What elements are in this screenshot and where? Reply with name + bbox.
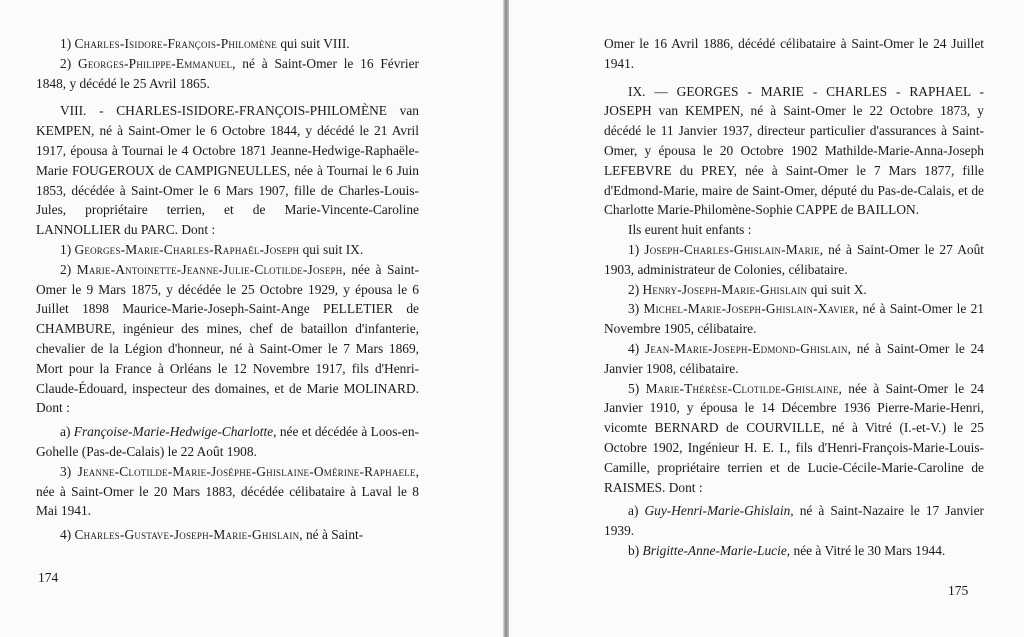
paragraph: 4) Jean-Marie-Joseph-Edmond-Ghislain, né à Saint-Omer le 24 Janvier 1908, célibataire. [604, 340, 984, 376]
paragraph: 1) Joseph-Charles-Ghislain-Marie, né à Saint-Omer le 27 Août 1903, administrateur de Colonies, célibataire. [604, 241, 984, 277]
paragraph: 3) Jeanne-Clotilde-Marie-Joséphe-Ghislaine-Omérine-Raphaele, née à Saint-Omer le 20 Mars 1883, décédée célibataire à Laval le 8 Mai 1941. [36, 463, 419, 519]
left-page-text [36, 34, 419, 545]
paragraph: a) Françoise-Marie-Hedwige-Charlotte, née et décédée à Loos-en-Gohelle (Pas-de-Calais) le 22 Août 1908. [36, 424, 419, 459]
paragraph: 2) Henry-Joseph-Marie-Ghislain qui suit X. [628, 281, 867, 297]
page-number: 174 [38, 570, 59, 585]
section-paragraph: VIII. - CHARLES-ISIDORE-FRANÇOIS-PHILOMÈNE van KEMPEN, né à Saint-Omer le 6 Octobre 1844, y décédé le 21 Avril 1917, épousa à Tournai le 4 Octobre 1871 Jeanne-Hedwige-Raphaële-Marie FOUGEROUX de CAMPIGNEULLES, née à Tournai le 6 Juin 1853, décédée à Saint-Omer le 6 Mars 1907, fille de Charles-Louis-Jules, propriétaire terrien, et de Marie-Vincente-Caroline LANNOLLIER du PARC. Dont : [36, 103, 419, 238]
paragraph: 1) Charles-Isidore-François-Philomène qui suit VIII. [60, 36, 350, 51]
paragraph: 5) Marie-Thérèse-Clotilde-Ghislaine, née à Saint-Omer le 24 Janvier 1910, y épousa le 14 Décembre 1936 Pierre-Marie-Henri, vicomte BERNARD de COURVILLE, né à Vitré (I.-et-V.) le 25 Octobre 1902, Ingénieur H. E. I., fils d'Henri-François-Marie-Louis-Camille, propriétaire terrien et de Lucie-Cécile-Marie-Caroline de RAISMES. Dont : [604, 380, 984, 495]
paragraph: Omer le 16 Avril 1886, décédé célibataire à Saint-Omer le 24 Juillet 1941. [604, 36, 984, 71]
paragraph: 4) Charles-Gustave-Joseph-Marie-Ghislain, né à Saint- [60, 527, 364, 543]
page-number: 175 [948, 583, 969, 598]
paragraph: b) Brigitte-Anne-Marie-Lucie, née à Vitré le 30 Mars 1944. [628, 542, 946, 558]
right-page-text [604, 34, 984, 561]
paragraph: Ils eurent huit enfants : [628, 222, 752, 238]
left-page [0, 0, 505, 637]
paragraph: a) Guy-Henri-Marie-Ghislain, né à Saint-Nazaire le 17 Janvier 1939. [604, 503, 984, 539]
paragraph: 2) Marie-Antoinette-Jeanne-Julie-Clotilde-Joseph, née à Saint-Omer le 9 Mars 1875, y décédée le 25 Octobre 1929, y épousa le 6 Juillet 1898 Maurice-Marie-Joseph-Saint-Ange PELLETIER de CHAMBURE, ingénieur des mines, chef de bataillon d'infanterie, chevalier de la Légion d'honneur, né à Saint-Omer le 7 Mars 1869, Mort pour la France à Orléans le 12 Novembre 1917, fils d'Henri-Claude-Édouard, inspecteur des domaines, et de Marie MOLINARD. Dont : [36, 261, 419, 416]
section-paragraph: IX. — GEORGES - MARIE - CHARLES - RAPHAEL - JOSEPH van KEMPEN, né à Saint-Omer le 22 Octobre 1873, y décédé le 11 Janvier 1937, directeur particulier d'assurances à Saint-Omer, y épousa le 20 Octobre 1902 Mathilde-Marie-Anna-Joseph LEFEBVRE du PREY, née à Saint-Omer le 7 Mars 1877, fille d'Edmond-Marie, maire de Saint-Omer, député du Pas-de-Calais, et de Charlotte Marie-Philomène-Sophie CAPPE de BAILLON. [604, 83, 984, 218]
right-page [507, 0, 1024, 637]
paragraph: 3) Michel-Marie-Joseph-Ghislain-Xavier, né à Saint-Omer le 21 Novembre 1905, célibataire. [604, 301, 984, 337]
paragraph: 1) Georges-Marie-Charles-Raphaël-Joseph qui suit IX. [60, 241, 364, 257]
paragraph: 2) Georges-Philippe-Emmanuel, né à Saint-Omer le 16 Février 1848, y décédé le 25 Avril 1865. [36, 55, 419, 91]
